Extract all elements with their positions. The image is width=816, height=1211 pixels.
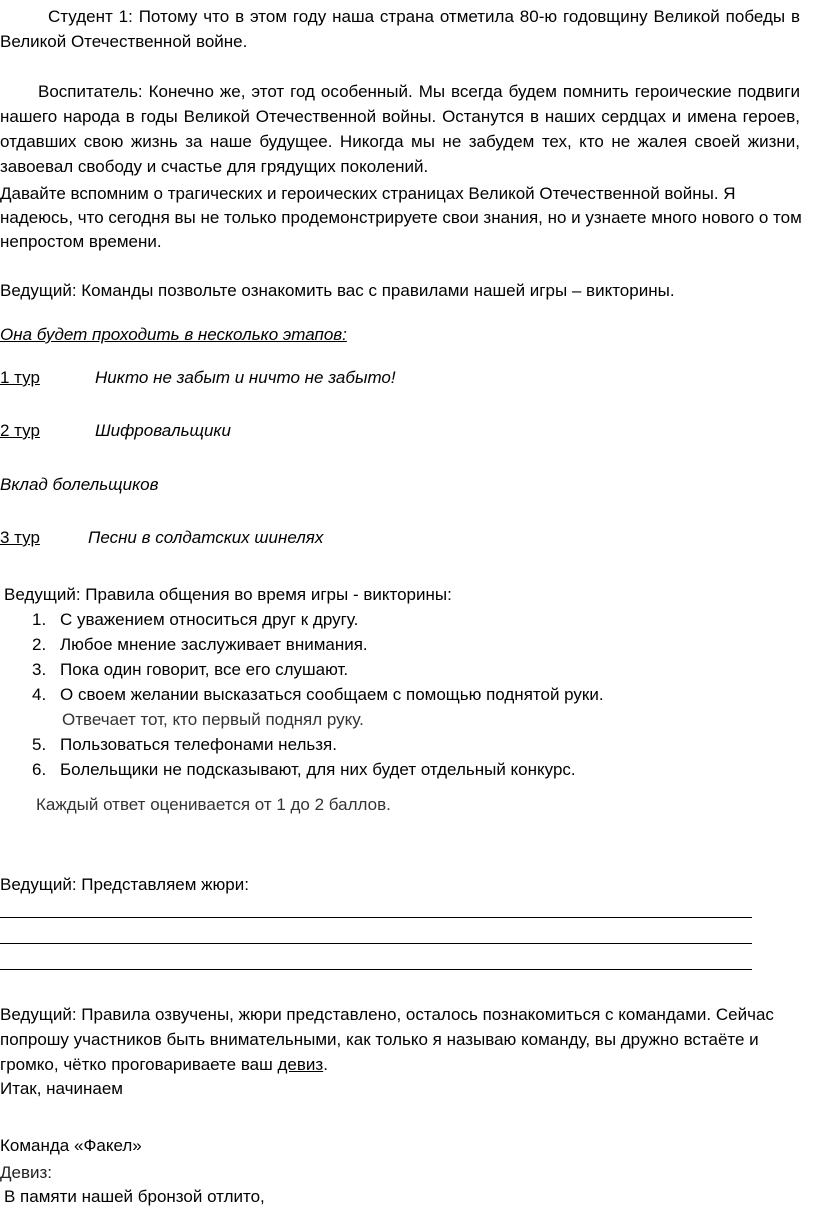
- list-text: Пользоваться телефонами нельзя.: [60, 735, 337, 754]
- list-number: 4.: [32, 685, 47, 704]
- jury-blank-line: [0, 917, 752, 918]
- host-final-text: Правила озвучены, жюри представлено, осталось познакомиться с командами. Сейчас попрошу участников быть внимательными, как только я называю команду, вы дружно встаёте и громко, чётко проговариваете ваш: [0, 1005, 774, 1074]
- round-title: Вклад болельщиков: [0, 475, 159, 494]
- list-number: 1.: [32, 610, 47, 629]
- teacher-paragraph: [0, 79, 800, 179]
- host-rules-intro: [0, 278, 800, 303]
- round-2: [0, 421, 800, 446]
- list-text: Любое мнение заслуживает внимания.: [60, 635, 368, 654]
- list-text: С уважением относиться друг к другу.: [60, 610, 359, 629]
- list-number: 3.: [32, 660, 47, 679]
- list-item: [0, 682, 800, 707]
- list-text: Отвечает тот, кто первый поднял руку.: [62, 710, 364, 729]
- list-item: [0, 607, 800, 632]
- jury-blank-line: [0, 943, 752, 944]
- round-3: [0, 528, 800, 553]
- rules-list: [0, 607, 800, 782]
- host-label: Ведущий:: [4, 585, 81, 604]
- host-label: Ведущий:: [0, 281, 77, 300]
- list-text: О своем желании высказаться сообщаем с помощью поднятой руки.: [60, 685, 604, 704]
- round-number: 2 тур: [0, 421, 40, 440]
- round-number: 1 тур: [0, 368, 40, 387]
- round-1: [0, 368, 800, 393]
- student-label: Студент 1:: [48, 7, 133, 26]
- motto-line: В памяти нашей бронзой отлито,: [4, 1187, 265, 1206]
- host-text: Команды позвольте ознакомить вас с правилами нашей игры – викторины.: [81, 281, 675, 300]
- start-line: Итак, начинаем: [0, 1079, 123, 1098]
- jury-intro: [0, 872, 800, 897]
- scoring-note: Каждый ответ оценивается от 1 до 2 баллов.: [36, 795, 391, 814]
- teacher-label: Воспитатель:: [38, 82, 143, 101]
- host-final-paragraph: [0, 1002, 800, 1077]
- list-item: [0, 757, 800, 782]
- motto-word: девиз: [277, 1055, 324, 1074]
- host-label: Ведущий:: [0, 875, 77, 894]
- list-number: 2.: [32, 635, 47, 654]
- jury-blank-line: [0, 969, 752, 970]
- fans-contribution: [0, 475, 800, 500]
- list-number: 6.: [32, 760, 47, 779]
- list-text: Пока один говорит, все его слушают.: [60, 660, 349, 679]
- student-paragraph: [0, 4, 800, 54]
- motto-label: Девиз:: [0, 1163, 53, 1182]
- rules-intro-text: Правила общения во время игры - викторины:: [85, 585, 452, 604]
- stages-heading: Она будет проходить в несколько этапов:: [0, 325, 347, 344]
- list-text: Болельщики не подсказывают, для них будет отдельный конкурс.: [60, 760, 576, 779]
- teacher-paragraph-2: Давайте вспомним о трагических и героических страницах Великой Отечественной войны. Я надеюсь, что сегодня вы не только продемонстрируете свои знания, но и узнаете много нового о том непростом времени.: [0, 184, 802, 251]
- list-item: [0, 657, 800, 682]
- rules-intro: [4, 582, 804, 607]
- round-title: Шифровальщики: [95, 421, 231, 440]
- team-name: Команда «Факел»: [0, 1136, 142, 1155]
- list-item-continuation: [0, 707, 800, 732]
- teacher-text: Конечно же, этот год особенный. Мы всегда будем помнить героические подвиги нашего народа в годы Великой Отечественной войны. Останутся в наших сердцах и имена героев, отдавших свою жизнь за наше будущее. Никогда мы не забудем тех, кто не жалея своей жизни, завоевал свободу и счастье для грядущих поколений.: [0, 82, 801, 176]
- list-number: 5.: [32, 735, 47, 754]
- student-text: Потому что в этом году наша страна отметила 80-ю годовщину Великой победы в Великой Отечественной войне.: [0, 7, 800, 51]
- host-label: Ведущий:: [0, 1005, 77, 1024]
- list-item: [0, 732, 800, 757]
- punctuation: .: [323, 1055, 328, 1074]
- round-title: Никто не забыт и ничто не забыто!: [95, 368, 396, 387]
- round-title: Песни в солдатских шинелях: [88, 528, 324, 547]
- list-item: [0, 632, 800, 657]
- jury-text: Представляем жюри:: [81, 875, 249, 894]
- round-number: 3 тур: [0, 528, 40, 547]
